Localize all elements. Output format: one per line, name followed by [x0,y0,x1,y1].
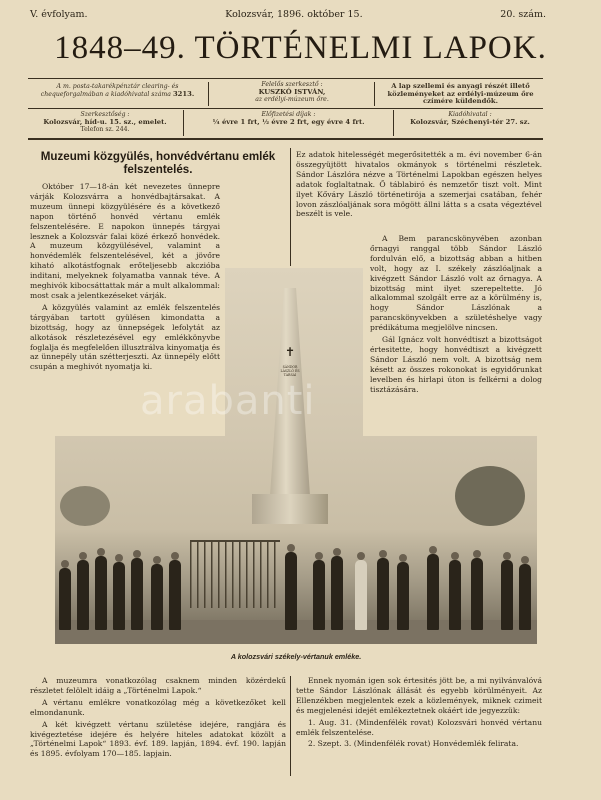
infobar-left: A m. posta-takarékpénztár clearing- és chequeforgalmában a kiadóhivatal száma 3213. [40,83,195,98]
top-line [30,9,546,23]
paragraph: Ennek nyomán igen sok értesités jött be, a mi nyilvánvalóvá tette Sándor Lászlónak állását és egyebb körülményeit. Az Ellenzékben megjelentek ezek a közlemények, miknek czimeit és megjelenési idejét emlékeztetnek okáért ide jegyezzük: [296,676,542,715]
tree [455,466,525,526]
right-column-side [370,234,542,397]
cross-icon: ✝ [285,345,296,359]
masthead-title: 1848–49. TÖRTÉNELMI LAPOK. [54,30,547,66]
subscription-prices: Előfizetési díjak : ¼ évre 1 frt, ½ évre 2 frt, egy évre 4 frt. [212,111,365,126]
paragraph: Ez adatok hitelességét megerősitették a m. évi november 6-án összegyüjtött hivatalos okmányok s történelmi részletek. Sándor Lászlóra nézve a Történelmi Lapokban egészen helyes adatok foglaltatnak. Ő táblabiró és nemzetőr tiszt volt. Mint ilyet Kőváry László történetirója a szemerjai csatában, fehér lovon zászlóaljának sora mögött állni látta s a csata végeztével beszélt is vele. [296,150,542,219]
left-column [30,182,220,374]
editorial-office: Szerkesztőség : Kolozsvár, híd-u. 15. sz., emelet. Telefon sz. 244. [43,111,167,133]
issue-number: 20. szám. [500,9,546,20]
right-column-top [296,150,542,221]
list-item: 1. Aug. 31. (Mindenfélék rovat) Kolozsvári honvéd vértanu emlék felszentelése. [296,717,542,737]
bottom-right-column [296,676,542,751]
bottom-left-column [30,676,286,761]
divider [183,110,184,136]
paragraph: Október 17—18-án két nevezetes ünnepre várják Kolozsvárra a honvédbajtársakat. A muzeum ünnepi közgyülésére és a következő napon történő honvéd vértanu emlék felszentelésére. E napokon ünnepés tárgyai lesznek a Kolozsvár falai közé érkező honvédek. A muzeum közgyülésével, valamint a honvédemlék felszentelésével, két a jövőre kiható alkotástfognak erőteljesebb akczióba inditani, melyeknek folyamatba vannak téve. A meghivók kibocsáttattak már a mult alkalommal: most csak a jelentkezéseket várják. [30,182,220,300]
divider [374,82,375,106]
divider [208,82,209,106]
list-item: 2. Szept. 3. (Mindenfélék rovat) Honvédemlék felirata. [308,739,519,749]
monument-inscription: SÁNDOR LÁSZLÓ ÉS TÁRSAI [280,365,300,377]
paragraph: A Bem parancskönyvében azonban őrnagyi ranggal több Sándor László fordulván elő, a bizottság abban a hitben volt, hogy az I. székely zászlóaljnak a kivégzett Sándor László volt az őrnagya. A bizottság mint ilyet szerepeltette. Jó alkalommal szolgált erre az a körülmény is, hogy Sándor Lászlónak a parancskönyvekben a születéshelye vagy prédikátuma megjelölve nincsen. [370,234,542,333]
infobar-rule [28,108,543,109]
column-divider [290,676,291,776]
paragraph: A két kivégzett vértanu születése idejére, rangjára és kivégeztetése idejére és helyére hiteles adatokat közölt a „Történelmi Lapok“ 1893. évf. 189. lapján, 1894. évf. 190. lapján és 1895. évfolyam 170—185. lapjain. [30,719,286,759]
crowd [55,520,537,644]
watermark: arabanti [140,378,316,424]
divider [393,110,394,136]
article-headline: Muzeumi közgyülés, honvédvértanu emlék felszentelés. [40,150,276,176]
volume-label: V. évfolyam. [30,9,88,20]
place-date: Kolozsvár, 1896. október 15. [225,9,363,20]
column-divider [290,148,291,266]
header-double-rule [28,138,543,140]
paragraph: A vértanu emlékre vonatkozólag még a következőket kell elmondanunk. [30,697,286,717]
infobar-right: A lap szellemi és anyagi részét illető közleményeket az erdélyi-múzeum őre czímére küldendők. [387,82,534,105]
masthead-rule [28,78,543,79]
paragraph: Gál Ignácz volt honvédtiszt a bizottságot értesitette, hogy honvédtiszt a kivégzett Sándor László nem volt. A bizottság nem késett az összes rokonokat is egyidőrunkat levelben és hirlapi úton is felkérni a dolog tisztázására. [370,335,542,394]
paragraph: A közgyülés valamint az emlék felszentelés tárgyában tartott gyülésen kimondatta a bizottság, hogy az ünnepségek lefolytát az alkotások részletezésével egy emlékkönyvbe foglalja és megfelelően illusztrálva kinyomatja és az ünnepély után szétterjeszti. Az ünnepély előtt csupán a meghivót nyomatja ki. [30,302,220,372]
infobar-center: Felelős szerkesztő : KUSZKÓ ISTVÁN, az erdélyi-múzeum őre. [255,81,329,103]
publisher-office: Kiadóhivatal : Kolozsvár, Széchenyi-tér 27. sz. [410,111,530,126]
paragraph: A muzeumra vonatkozólag csaknem minden közérdekű részletet felölelt idáig a „Történelmi Lapok.“ [30,676,286,695]
photo-caption: A kolozsvári székely-vértanuk emléke. [230,652,362,661]
